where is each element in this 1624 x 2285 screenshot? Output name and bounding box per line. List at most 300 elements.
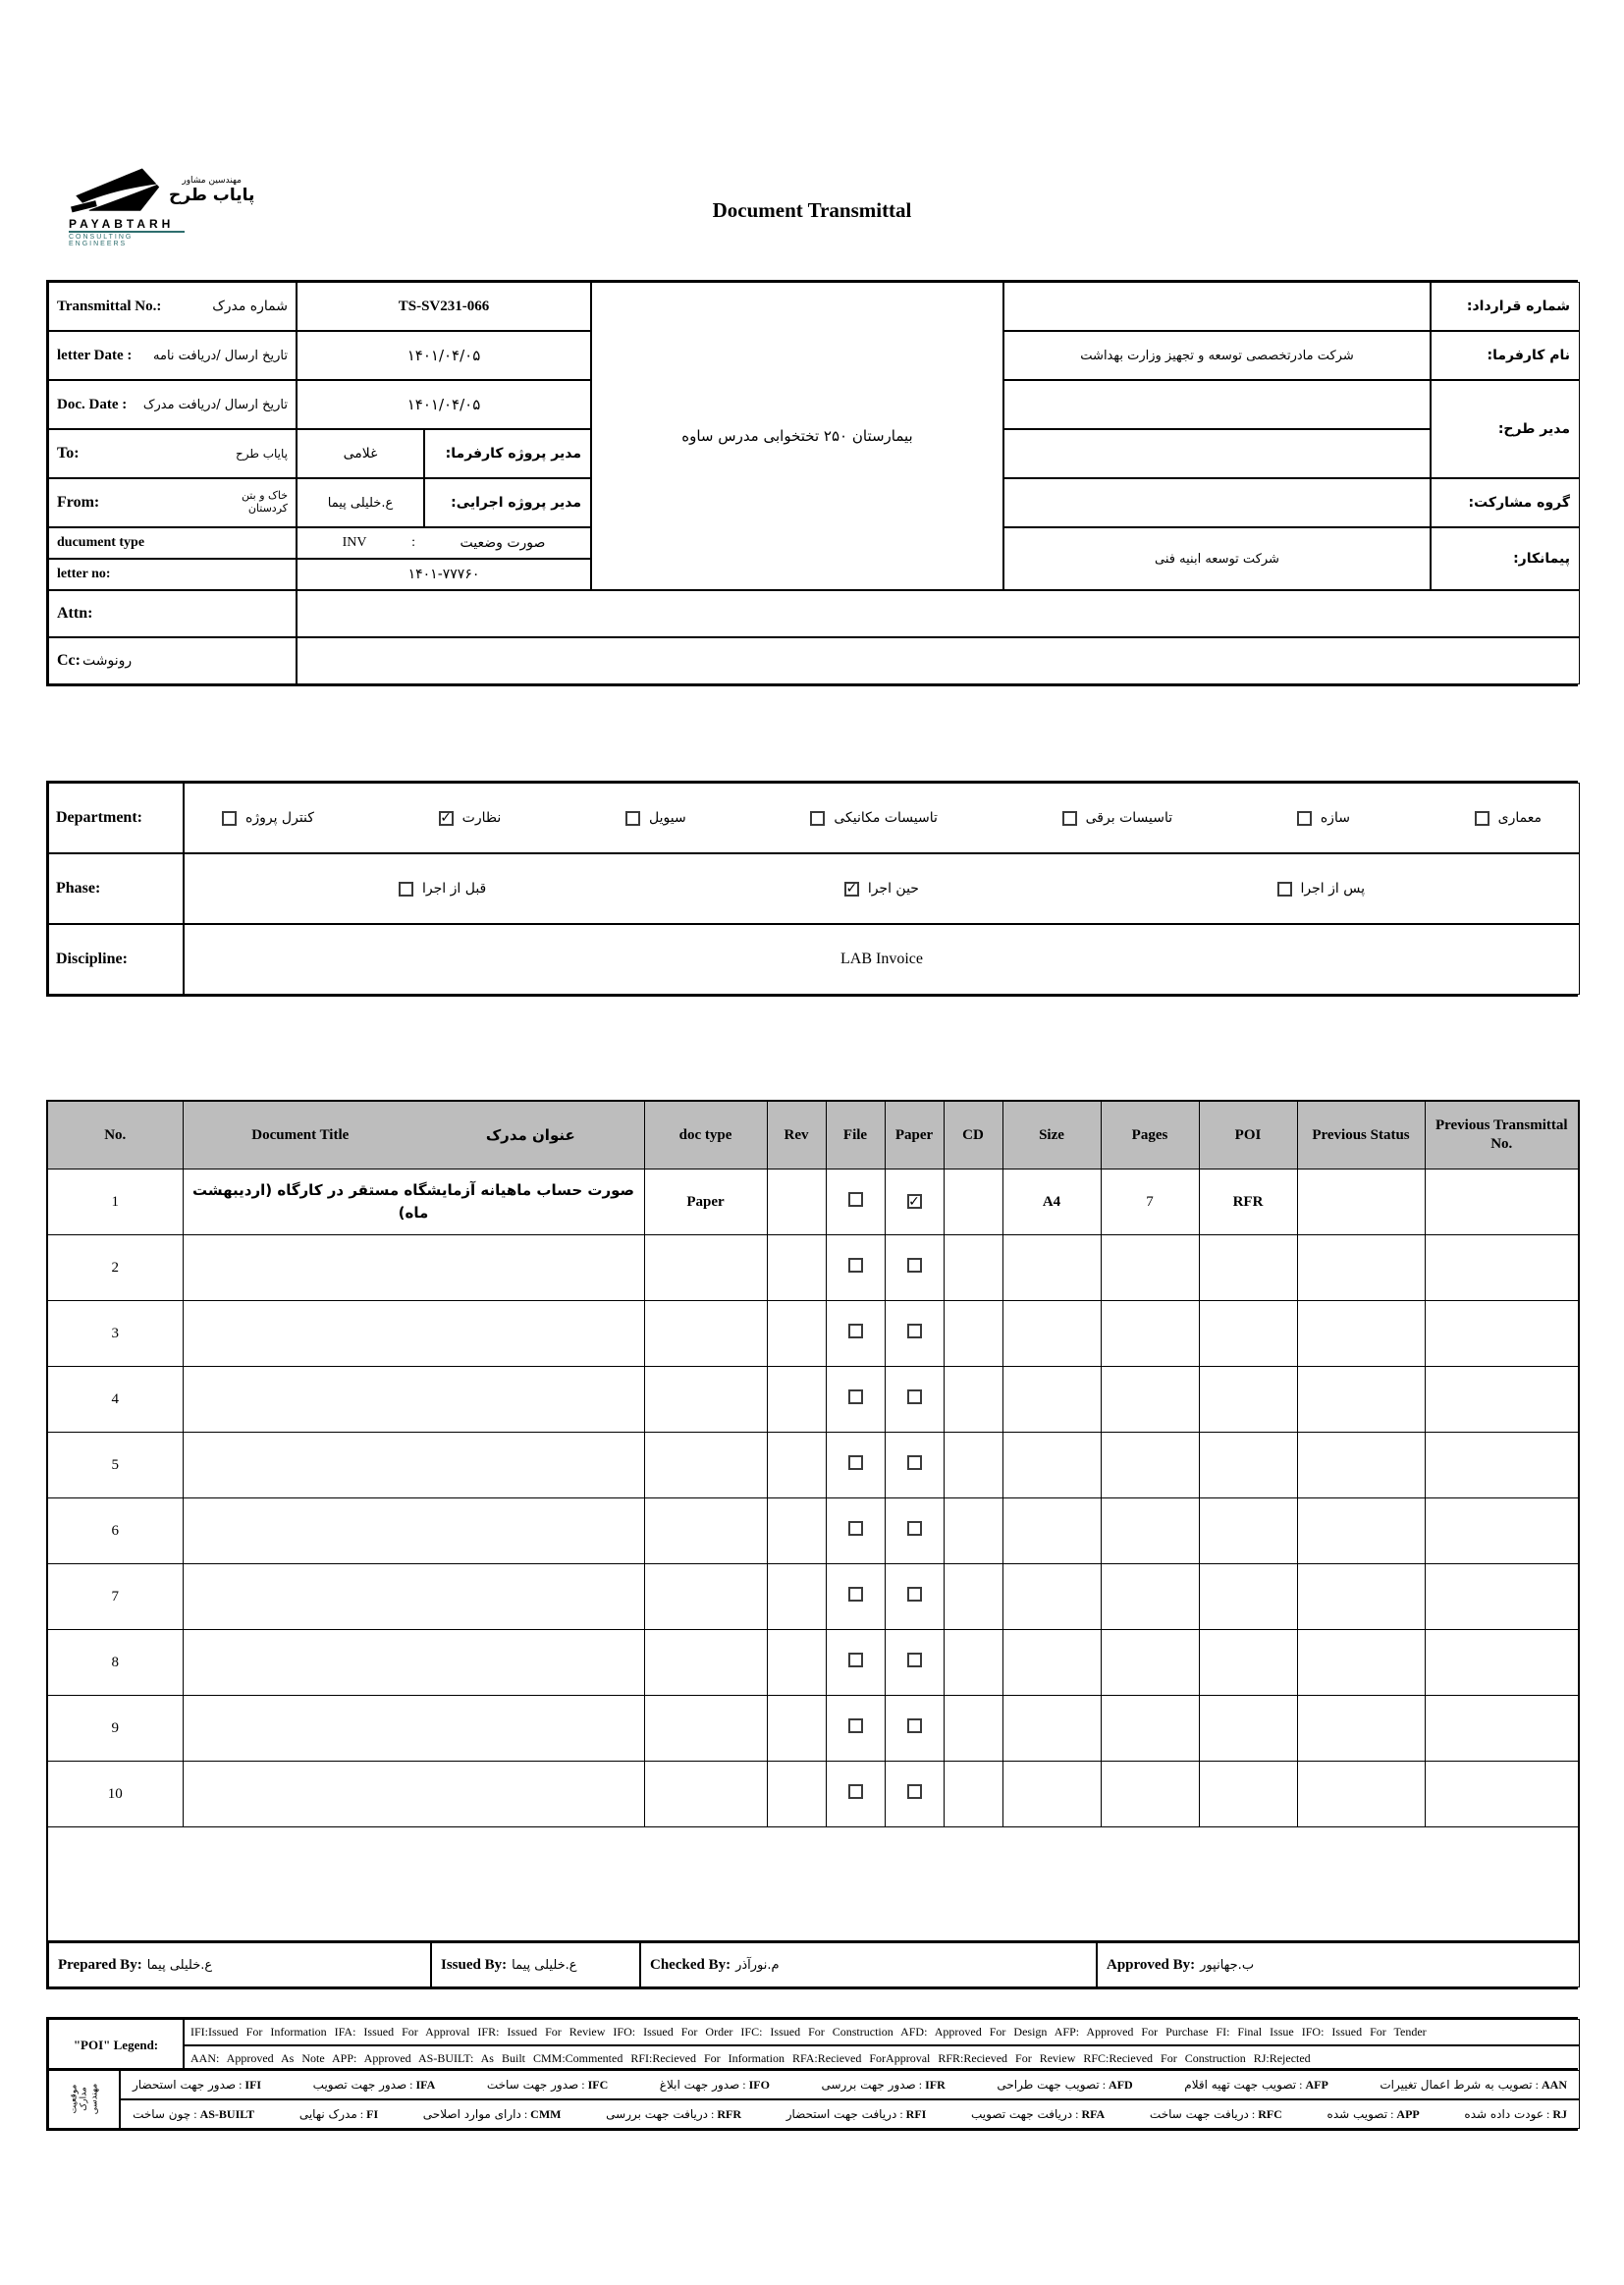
fa-legend-text: صدور جهت بررسی bbox=[821, 2078, 916, 2092]
previous-transmittal-no bbox=[1425, 1762, 1579, 1827]
document-type-fa: صورت وضعیت bbox=[460, 535, 546, 551]
fa-legend-separator: : bbox=[899, 2106, 903, 2121]
poi bbox=[1199, 1301, 1297, 1367]
table-row bbox=[47, 1433, 1579, 1498]
table-header-row bbox=[47, 1101, 1579, 1170]
logo-brand-fa: پایاب طرح bbox=[169, 186, 255, 205]
fa-legend-item bbox=[133, 2078, 261, 2093]
fa-legend-text: صدور جهت ابلاغ bbox=[659, 2078, 740, 2092]
file-checkbox[interactable] bbox=[848, 1587, 863, 1602]
phase-option bbox=[844, 881, 919, 897]
poi-legend-line-1: IFI:Issued For Information IFA: Issued For Approval IFR: Issued For Review IFO: Issued For Order IFC: Issued For Construction AFD: Approved For Design AFP: Approved For Purchase FI: Final Issue IFO: Issued For Tender bbox=[184, 2019, 1580, 2045]
doc-type bbox=[644, 1367, 767, 1433]
paper-checkbox[interactable] bbox=[907, 1389, 922, 1404]
row-number: 8 bbox=[47, 1630, 183, 1696]
document-type-label: ducument type bbox=[57, 535, 145, 550]
cc-label-fa: رونوشت bbox=[81, 653, 133, 669]
fa-legend-abbr: APP bbox=[1396, 2106, 1420, 2121]
previous-transmittal-no bbox=[1425, 1301, 1579, 1367]
fa-legend-text: صدور جهت ساخت bbox=[486, 2078, 579, 2092]
rev bbox=[767, 1630, 826, 1696]
fa-legend-item bbox=[786, 2107, 927, 2122]
fa-legend-item bbox=[997, 2078, 1132, 2093]
fa-legend-abbr: RFC bbox=[1258, 2106, 1282, 2121]
previous-status bbox=[1297, 1170, 1425, 1235]
transmittal-no-label-cell bbox=[48, 282, 297, 331]
letter-no-label-cell bbox=[48, 559, 297, 590]
file-checkbox[interactable] bbox=[848, 1258, 863, 1273]
document-type-value: INV bbox=[342, 535, 367, 550]
header-cd: CD bbox=[944, 1101, 1002, 1170]
client-pm-name bbox=[297, 429, 424, 478]
pages bbox=[1101, 1367, 1199, 1433]
fa-legend-abbr: RFI bbox=[905, 2106, 927, 2121]
row-number: 3 bbox=[47, 1301, 183, 1367]
fa-legend-separator: : bbox=[193, 2106, 197, 2121]
exec-pm-name bbox=[297, 478, 424, 527]
document-title bbox=[183, 1235, 644, 1301]
fa-legend-item bbox=[487, 2078, 608, 2093]
fa-legend-item bbox=[133, 2107, 254, 2122]
fa-legend-item bbox=[1150, 2107, 1282, 2122]
letter-no-text: ۱۴۰۱-۷۷۷۶۰ bbox=[407, 567, 480, 582]
document-title bbox=[183, 1696, 644, 1762]
fa-legend-separator: : bbox=[581, 2077, 585, 2092]
header-file: File bbox=[826, 1101, 885, 1170]
contractor-label: پیمانکار: bbox=[1431, 527, 1580, 590]
pages bbox=[1101, 1762, 1199, 1827]
previous-transmittal-no bbox=[1425, 1630, 1579, 1696]
table-row bbox=[47, 1696, 1579, 1762]
cd bbox=[944, 1170, 1002, 1235]
fa-legend-text: تصویب شده bbox=[1326, 2107, 1388, 2121]
previous-status bbox=[1297, 1498, 1425, 1564]
from-value: خاک و بتن کردستان bbox=[241, 489, 288, 515]
fa-legend-text: عودت داده شده bbox=[1464, 2107, 1543, 2121]
fa-legend-item bbox=[1380, 2078, 1567, 2093]
fa-legend-side-cell bbox=[48, 2070, 120, 2129]
previous-transmittal-no bbox=[1425, 1170, 1579, 1235]
paper-checkbox[interactable] bbox=[907, 1521, 922, 1536]
previous-status bbox=[1297, 1630, 1425, 1696]
document-title: صورت حساب ماهیانه آزمایشگاه مستقر در کارگاه (اردیبهشت ماه) bbox=[183, 1170, 644, 1235]
attn-label: Attn: bbox=[57, 605, 93, 622]
table-row bbox=[47, 1301, 1579, 1367]
paper-checkbox[interactable]: ✓ bbox=[908, 1193, 920, 1210]
cc-label-cell bbox=[48, 637, 297, 684]
department-checkbox[interactable] bbox=[1297, 811, 1312, 826]
previous-status bbox=[1297, 1433, 1425, 1498]
fa-legend-item bbox=[1327, 2107, 1420, 2122]
header-size: Size bbox=[1002, 1101, 1101, 1170]
phase-options bbox=[184, 853, 1580, 924]
paper-checkbox[interactable] bbox=[907, 1587, 922, 1602]
cd bbox=[944, 1367, 1002, 1433]
size: A4 bbox=[1002, 1170, 1101, 1235]
rev bbox=[767, 1762, 826, 1827]
paper-checkbox[interactable] bbox=[907, 1653, 922, 1667]
table-row bbox=[47, 1367, 1579, 1433]
fa-legend-text: مدرک نهایی bbox=[298, 2107, 357, 2121]
paper-checkbox[interactable] bbox=[907, 1324, 922, 1338]
discipline-value: LAB Invoice bbox=[840, 951, 923, 967]
rev bbox=[767, 1301, 826, 1367]
fa-legend-text: چون ساخت bbox=[133, 2107, 191, 2121]
department-checkbox[interactable] bbox=[1062, 811, 1077, 826]
size bbox=[1002, 1630, 1101, 1696]
exec-pm-name-text: ع.خلیلی پیما bbox=[327, 495, 394, 511]
fa-legend-abbr: IFR bbox=[925, 2077, 946, 2092]
paper-checkbox[interactable] bbox=[907, 1258, 922, 1273]
department-option-label: تاسیسات مکانیکی bbox=[834, 810, 938, 826]
fa-legend-abbr: RJ bbox=[1552, 2106, 1567, 2121]
phase-checkbox[interactable]: ✓ bbox=[845, 881, 858, 897]
doc-type bbox=[644, 1235, 767, 1301]
pages bbox=[1101, 1498, 1199, 1564]
poi bbox=[1199, 1433, 1297, 1498]
fa-legend-separator: : bbox=[711, 2106, 715, 2121]
approved-by-name: ب.جهانپور bbox=[1200, 1957, 1255, 1973]
doc-type bbox=[644, 1301, 767, 1367]
fa-legend bbox=[46, 2068, 1578, 2131]
doc-type: Paper bbox=[644, 1170, 767, 1235]
fa-legend-separator: : bbox=[742, 2077, 746, 2092]
checked-by-name: م.نورآذر bbox=[735, 1957, 780, 1973]
discipline-label-cell bbox=[48, 924, 184, 995]
header-paper: Paper bbox=[885, 1101, 944, 1170]
rev bbox=[767, 1696, 826, 1762]
document-title bbox=[183, 1498, 644, 1564]
fa-legend-abbr: RFR bbox=[717, 2106, 742, 2121]
document-title bbox=[183, 1762, 644, 1827]
exec-pm-role: مدیر پروژه اجرایی: bbox=[424, 478, 591, 527]
table-row bbox=[47, 1564, 1579, 1630]
previous-transmittal-no bbox=[1425, 1498, 1579, 1564]
fa-legend-row-1 bbox=[120, 2070, 1580, 2099]
department-option bbox=[810, 810, 938, 826]
letter-date-value bbox=[297, 331, 591, 380]
cd bbox=[944, 1301, 1002, 1367]
department-option bbox=[222, 810, 314, 826]
doc-date-text: ۱۴۰۱/۰۴/۰۵ bbox=[406, 396, 481, 413]
size bbox=[1002, 1235, 1101, 1301]
paper-checkbox[interactable] bbox=[907, 1784, 922, 1799]
header-rev: Rev bbox=[767, 1101, 826, 1170]
prepared-by-name: ع.خلیلی پیما bbox=[146, 1957, 213, 1973]
rev bbox=[767, 1367, 826, 1433]
header-poi: POI bbox=[1199, 1101, 1297, 1170]
approved-by-label: Approved By: bbox=[1107, 1956, 1196, 1973]
file-cell bbox=[826, 1564, 885, 1630]
previous-transmittal-no bbox=[1425, 1564, 1579, 1630]
poi-legend-title-cell bbox=[48, 2019, 184, 2072]
fa-legend-abbr: AAN bbox=[1542, 2077, 1567, 2092]
fa-legend-text: دریافت جهت استحضار bbox=[785, 2107, 897, 2121]
fa-legend-separator: : bbox=[1545, 2106, 1550, 2121]
size bbox=[1002, 1367, 1101, 1433]
project-manager-value-2 bbox=[1003, 429, 1431, 478]
header-pages: Pages bbox=[1101, 1101, 1199, 1170]
paper-cell bbox=[885, 1630, 944, 1696]
contractor-text: شرکت توسعه ابنیه فنی bbox=[1155, 551, 1279, 567]
paper-cell bbox=[885, 1235, 944, 1301]
phase-option-label: پس از اجرا bbox=[1300, 881, 1365, 897]
cc-label-en: Cc: bbox=[57, 652, 81, 669]
fa-legend-text: صدور جهت استحضار bbox=[133, 2078, 237, 2092]
attn-value bbox=[297, 590, 1580, 637]
checked-by-label: Checked By: bbox=[650, 1956, 731, 1973]
fa-legend-item bbox=[423, 2107, 562, 2122]
pages bbox=[1101, 1564, 1199, 1630]
file-checkbox[interactable] bbox=[848, 1521, 863, 1536]
fa-legend-separator: : bbox=[1535, 2077, 1539, 2092]
department-option bbox=[1297, 810, 1350, 826]
department-checkbox[interactable] bbox=[625, 811, 640, 826]
attn-label-cell bbox=[48, 590, 297, 637]
contract-no-value bbox=[1003, 282, 1431, 331]
previous-transmittal-no bbox=[1425, 1367, 1579, 1433]
paper-cell bbox=[885, 1762, 944, 1827]
cc-value bbox=[297, 637, 1580, 684]
pages: 7 bbox=[1101, 1170, 1199, 1235]
fa-legend-item bbox=[299, 2107, 378, 2122]
row-number: 7 bbox=[47, 1564, 183, 1630]
document-type-value-cell bbox=[297, 527, 591, 559]
fa-legend-abbr: IFI bbox=[244, 2077, 262, 2092]
phase-checkbox[interactable] bbox=[399, 882, 413, 897]
fa-legend-side-label: موقعیت مدارک مهندسی bbox=[68, 2084, 99, 2115]
paper-checkbox[interactable] bbox=[907, 1455, 922, 1470]
file-cell bbox=[826, 1301, 885, 1367]
poi bbox=[1199, 1367, 1297, 1433]
fa-legend-abbr: FI bbox=[366, 2106, 379, 2121]
documents-table bbox=[46, 1100, 1580, 1951]
doc-date-label-en: Doc. Date : bbox=[57, 396, 128, 412]
discipline-label: Discipline: bbox=[56, 951, 128, 967]
approved-by-cell bbox=[1097, 1942, 1580, 1987]
department-option-label: معماری bbox=[1497, 810, 1542, 826]
fa-legend-item bbox=[660, 2078, 770, 2093]
discipline-value-cell bbox=[184, 924, 1580, 995]
fa-legend-text: دارای موارد اصلاحی bbox=[422, 2107, 521, 2121]
transmittal-no-label-fa: شماره مدرک bbox=[212, 299, 288, 314]
fa-legend-abbr: CMM bbox=[530, 2106, 562, 2121]
doc-type bbox=[644, 1564, 767, 1630]
fa-legend-separator: : bbox=[1299, 2077, 1303, 2092]
fa-legend-separator: : bbox=[918, 2077, 923, 2092]
fa-legend-separator: : bbox=[1102, 2077, 1107, 2092]
poi-legend-line-2: AAN: Approved As Note APP: Approved AS-BUILT: As Built CMM:Commented RFI:Recieved For Information RFA:Recieved ForApproval RFR:Recieved For Review RFC:Recieved For Construction RJ:Rejected bbox=[184, 2045, 1580, 2072]
department-checkbox[interactable] bbox=[810, 811, 825, 826]
document-title bbox=[183, 1433, 644, 1498]
table-row bbox=[47, 1630, 1579, 1696]
previous-status bbox=[1297, 1301, 1425, 1367]
previous-status bbox=[1297, 1696, 1425, 1762]
department-label-cell bbox=[48, 783, 184, 853]
file-checkbox[interactable] bbox=[848, 1324, 863, 1338]
row-number: 9 bbox=[47, 1696, 183, 1762]
contract-no-label: شماره قرارداد: bbox=[1431, 282, 1580, 331]
fa-legend-text: تصویب جهت طراحی bbox=[997, 2078, 1100, 2092]
file-checkbox[interactable] bbox=[848, 1653, 863, 1667]
department-checkbox[interactable] bbox=[1475, 811, 1489, 826]
rev bbox=[767, 1235, 826, 1301]
fa-legend-item bbox=[1184, 2078, 1328, 2093]
phase-option-label: قبل از اجرا bbox=[422, 881, 487, 897]
poi-legend bbox=[46, 2017, 1578, 2074]
phase-option-label: حین اجرا bbox=[867, 881, 919, 897]
transmittal-no-value bbox=[297, 282, 591, 331]
row-number: 4 bbox=[47, 1367, 183, 1433]
client-pm-name-text: غلامی bbox=[343, 446, 378, 462]
department-option-label: نظارت bbox=[461, 810, 502, 826]
phase-label: Phase: bbox=[56, 880, 101, 897]
fa-legend-item bbox=[606, 2107, 741, 2122]
row-number: 5 bbox=[47, 1433, 183, 1498]
fa-legend-item bbox=[313, 2078, 436, 2093]
poi bbox=[1199, 1696, 1297, 1762]
header-no: No. bbox=[47, 1101, 183, 1170]
to-value: پایاب طرح bbox=[235, 447, 288, 461]
department-option-label: سازه bbox=[1320, 810, 1350, 826]
document-title bbox=[183, 1301, 644, 1367]
department-options bbox=[184, 783, 1580, 853]
letter-date-text: ۱۴۰۱/۰۴/۰۵ bbox=[406, 347, 481, 364]
header-previous-status: Previous Status bbox=[1297, 1101, 1425, 1170]
previous-transmittal-no bbox=[1425, 1433, 1579, 1498]
row-number: 1 bbox=[47, 1170, 183, 1235]
issued-by-name: ع.خلیلی پیما bbox=[512, 1957, 577, 1973]
department-option bbox=[1062, 810, 1172, 826]
previous-transmittal-no bbox=[1425, 1235, 1579, 1301]
letter-date-label-cell bbox=[48, 331, 297, 380]
to-label: To: bbox=[57, 445, 80, 462]
pages bbox=[1101, 1433, 1199, 1498]
logo-subtitle: CONSULTING ENGINEERS bbox=[69, 231, 185, 247]
classification-table bbox=[46, 781, 1578, 997]
doc-date-value bbox=[297, 380, 591, 429]
department-option bbox=[625, 810, 686, 826]
doc-type bbox=[644, 1630, 767, 1696]
letter-no-label: letter no: bbox=[57, 567, 111, 581]
previous-status bbox=[1297, 1762, 1425, 1827]
prepared-by-label: Prepared By: bbox=[58, 1956, 142, 1973]
fa-legend-abbr: AFP bbox=[1305, 2077, 1328, 2092]
fa-legend-abbr: IFO bbox=[748, 2077, 770, 2092]
fa-legend-item bbox=[971, 2107, 1105, 2122]
file-cell bbox=[826, 1367, 885, 1433]
department-checkbox[interactable] bbox=[222, 811, 237, 826]
file-cell bbox=[826, 1762, 885, 1827]
cd bbox=[944, 1696, 1002, 1762]
phase-option bbox=[399, 881, 486, 897]
file-checkbox[interactable] bbox=[848, 1718, 863, 1733]
rev bbox=[767, 1564, 826, 1630]
fa-legend-abbr: IFC bbox=[587, 2077, 609, 2092]
fa-legend-separator: : bbox=[523, 2106, 528, 2121]
document-title bbox=[183, 1630, 644, 1696]
file-checkbox[interactable] bbox=[848, 1784, 863, 1799]
document-type-label-cell bbox=[48, 527, 297, 559]
letter-no-value bbox=[297, 559, 591, 590]
table-row bbox=[47, 1762, 1579, 1827]
partnership-value bbox=[1003, 478, 1431, 527]
phase-option bbox=[1277, 881, 1365, 897]
fa-legend-text: تصویب جهت تهیه اقلام bbox=[1184, 2078, 1297, 2092]
document-type-separator: : bbox=[411, 535, 415, 550]
doc-type bbox=[644, 1696, 767, 1762]
paper-cell bbox=[885, 1301, 944, 1367]
size bbox=[1002, 1301, 1101, 1367]
paper-cell bbox=[885, 1564, 944, 1630]
cd bbox=[944, 1762, 1002, 1827]
file-checkbox[interactable] bbox=[848, 1455, 863, 1470]
project-manager-value-1 bbox=[1003, 380, 1431, 429]
issued-by-label: Issued By: bbox=[441, 1956, 508, 1973]
department-option-label: کنترل پروژه bbox=[245, 810, 314, 826]
rev bbox=[767, 1433, 826, 1498]
department-checkbox[interactable]: ✓ bbox=[440, 810, 453, 826]
file-checkbox[interactable] bbox=[848, 1192, 863, 1207]
poi-legend-title: "POI" Legend: bbox=[73, 2038, 159, 2052]
fa-legend-separator: : bbox=[359, 2106, 364, 2121]
file-cell bbox=[826, 1630, 885, 1696]
file-checkbox[interactable] bbox=[848, 1389, 863, 1404]
empty-area bbox=[47, 1827, 1579, 1951]
department-option bbox=[439, 810, 502, 826]
fa-legend-abbr: AS-BUILT bbox=[199, 2106, 255, 2121]
checked-by-cell bbox=[640, 1942, 1097, 1987]
size bbox=[1002, 1696, 1101, 1762]
paper-cell bbox=[885, 1170, 944, 1235]
header-title-en: Document Title bbox=[251, 1126, 350, 1143]
size bbox=[1002, 1564, 1101, 1630]
fa-legend-abbr: IFA bbox=[415, 2077, 436, 2092]
paper-checkbox[interactable] bbox=[907, 1718, 922, 1733]
cd bbox=[944, 1498, 1002, 1564]
phase-checkbox[interactable] bbox=[1277, 882, 1292, 897]
phase-label-cell bbox=[48, 853, 184, 924]
department-option-label: سیویل bbox=[648, 810, 686, 826]
previous-transmittal-no bbox=[1425, 1696, 1579, 1762]
table-row bbox=[47, 1170, 1579, 1235]
project-name: بیمارستان ۲۵۰ تختخوابی مدرس ساوه bbox=[681, 427, 913, 445]
fa-legend-separator: : bbox=[239, 2077, 243, 2092]
logo-brand-en: PAYABTARH bbox=[69, 217, 175, 231]
doc-type bbox=[644, 1762, 767, 1827]
size bbox=[1002, 1762, 1101, 1827]
paper-cell bbox=[885, 1433, 944, 1498]
fa-legend-row-2 bbox=[120, 2099, 1580, 2129]
pages bbox=[1101, 1630, 1199, 1696]
partnership-label: گروه مشارکت: bbox=[1431, 478, 1580, 527]
previous-status bbox=[1297, 1367, 1425, 1433]
fa-legend-item bbox=[821, 2078, 945, 2093]
employer-text: شرکت مادرتخصصی توسعه و تجهیز وزارت بهداشت bbox=[1080, 348, 1354, 363]
poi bbox=[1199, 1630, 1297, 1696]
fa-legend-item bbox=[1464, 2107, 1567, 2122]
logo-tagline: مهندسین مشاور bbox=[182, 176, 243, 186]
paper-cell bbox=[885, 1696, 944, 1762]
document-title bbox=[183, 1564, 644, 1630]
signatures-row bbox=[46, 1940, 1578, 1989]
from-cell bbox=[48, 478, 297, 527]
pages bbox=[1101, 1696, 1199, 1762]
fa-legend-separator: : bbox=[1251, 2106, 1256, 2121]
file-cell bbox=[826, 1235, 885, 1301]
poi bbox=[1199, 1762, 1297, 1827]
doc-date-label-cell bbox=[48, 380, 297, 429]
